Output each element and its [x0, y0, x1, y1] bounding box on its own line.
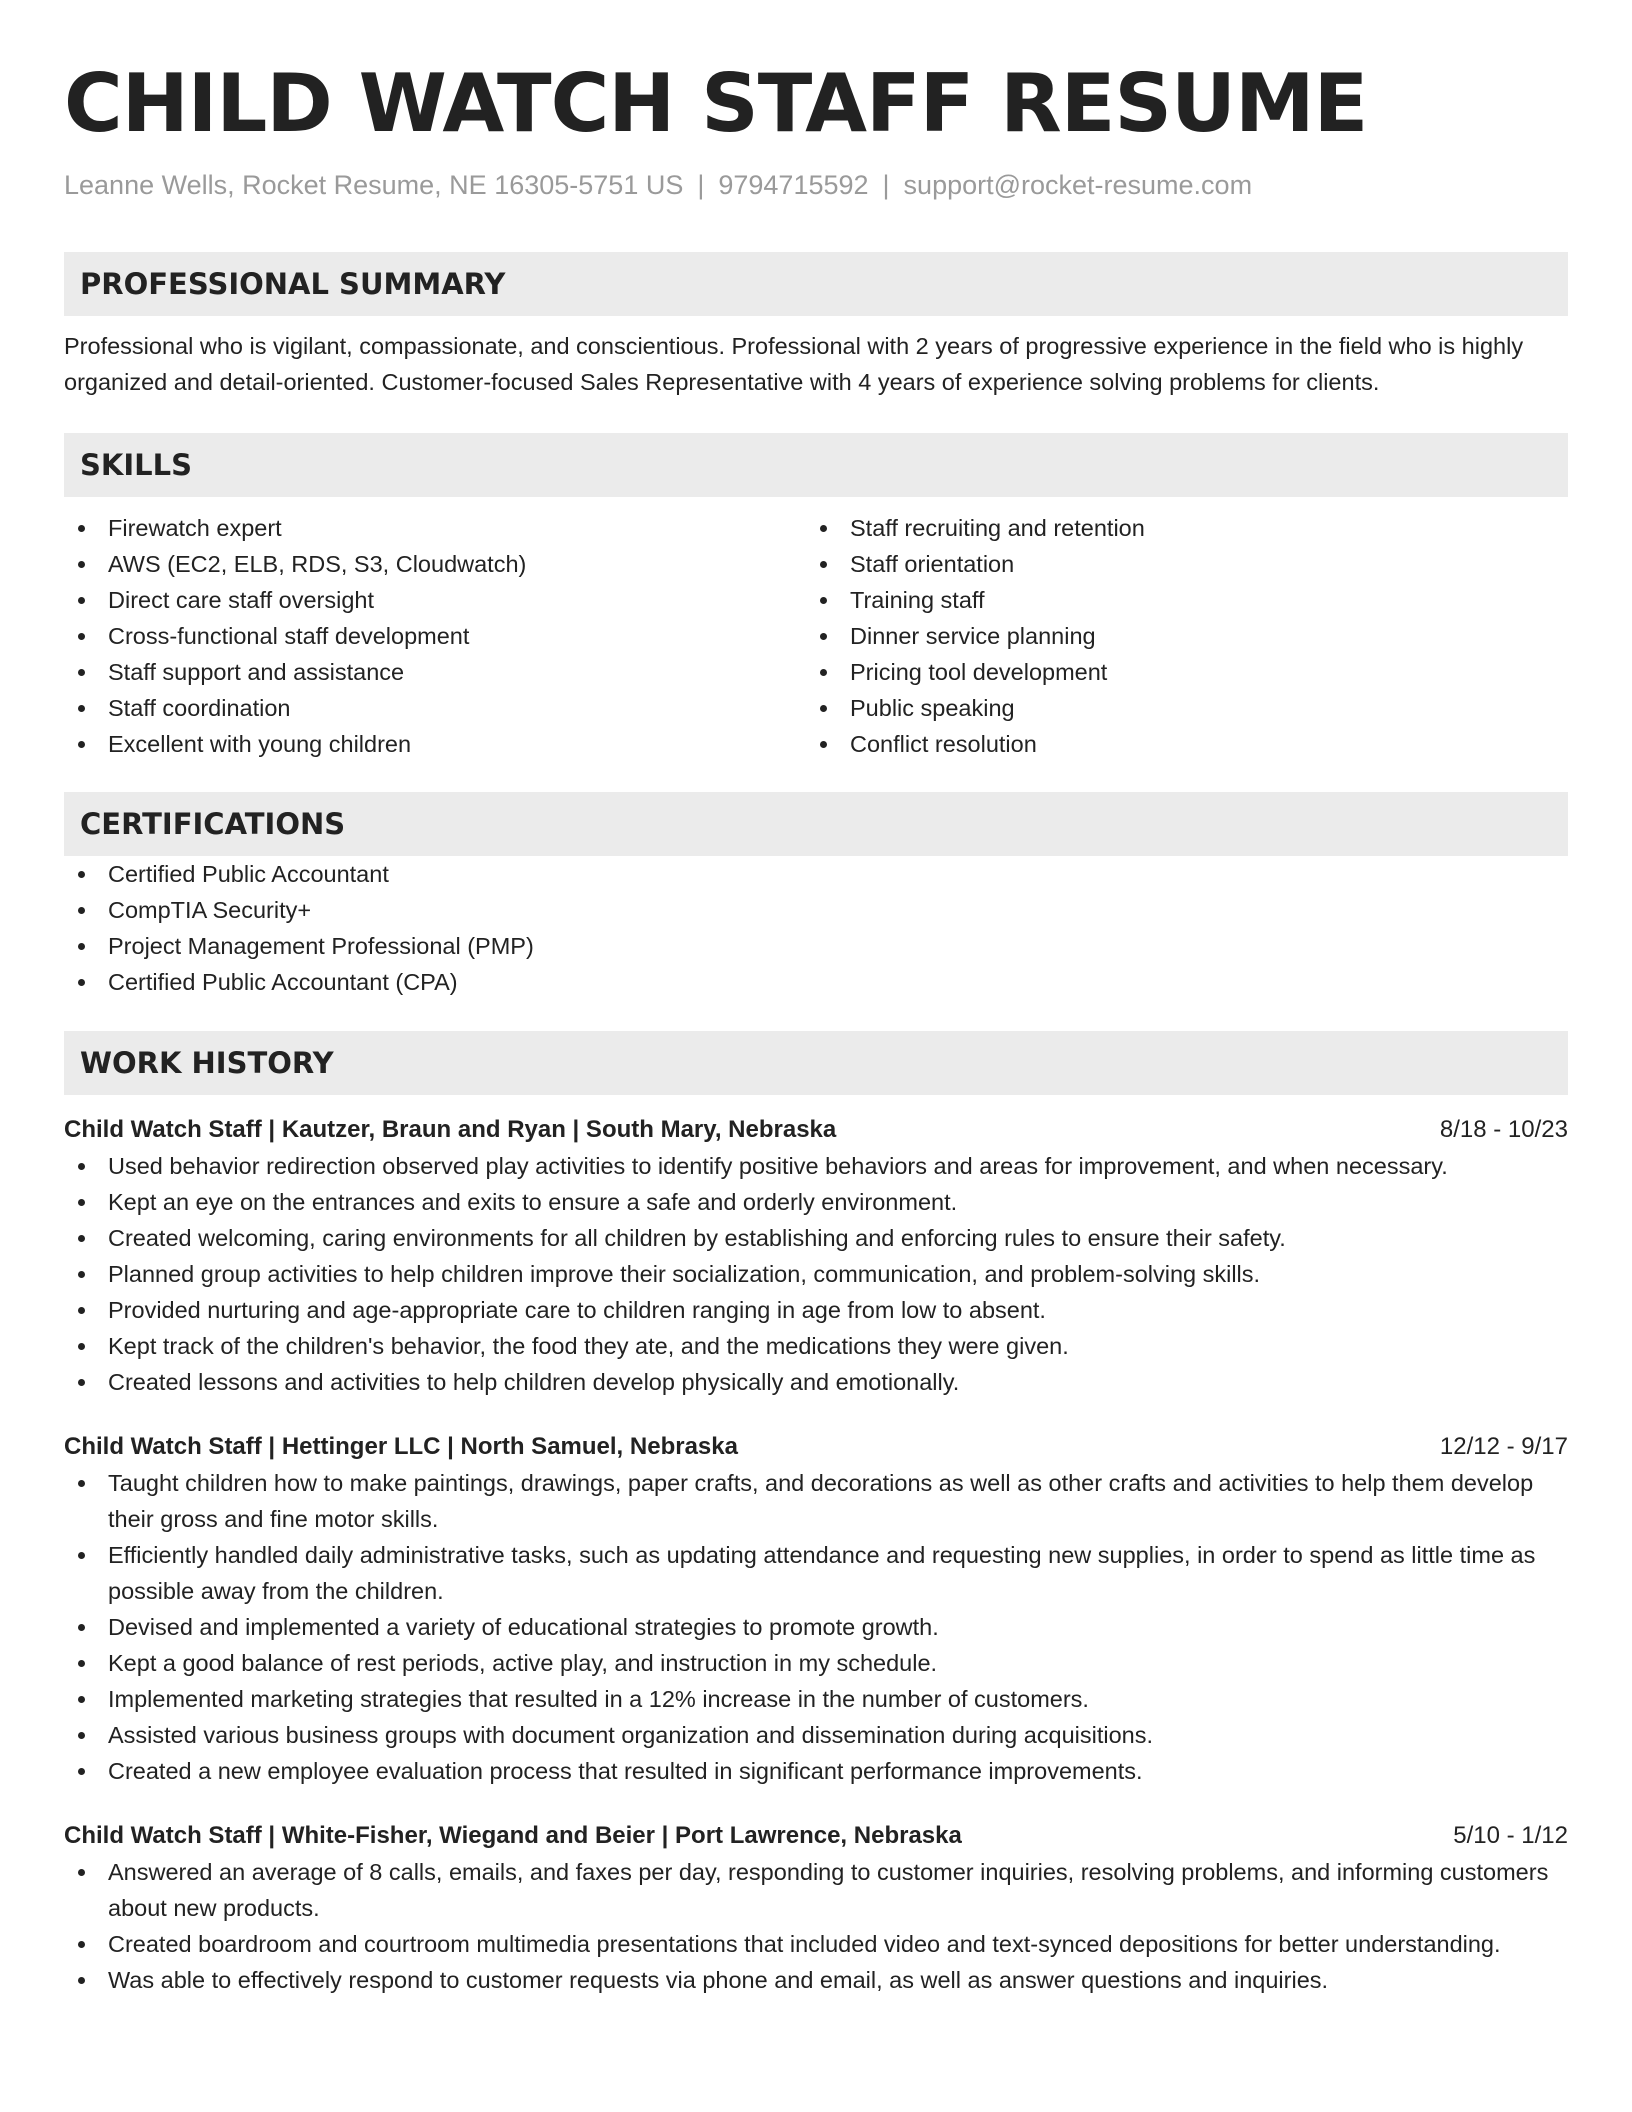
section-header-certifications: CERTIFICATIONS	[64, 792, 1568, 856]
skill-item: Firewatch expert	[64, 510, 806, 546]
skill-item: AWS (EC2, ELB, RDS, S3, Cloudwatch)	[64, 546, 806, 582]
job-bullet: Created boardroom and courtroom multimedia presentations that included video and text-synced depositions for better understanding.	[64, 1926, 1568, 1962]
skill-item: Staff support and assistance	[64, 654, 806, 690]
section-header-work-history: WORK HISTORY	[64, 1031, 1568, 1095]
section-header-summary: PROFESSIONAL SUMMARY	[64, 252, 1568, 316]
skill-item: Staff orientation	[806, 546, 1548, 582]
job-heading: Child Watch Staff | White-Fisher, Wiegand and Beier | Port Lawrence, Nebraska	[64, 1822, 962, 1849]
job-dates: 5/10 - 1/12	[1453, 1822, 1568, 1849]
certification-item: Certified Public Accountant (CPA)	[64, 964, 1568, 1000]
job-bullet: Was able to effectively respond to customer requests via phone and email, as well as answer questions and inquiries.	[64, 1962, 1568, 1998]
skills-list-left	[64, 510, 806, 762]
contact-separator: |	[882, 170, 890, 200]
job-bullet: Kept a good balance of rest periods, active play, and instruction in my schedule.	[64, 1645, 1568, 1681]
certifications-list	[64, 856, 1568, 1000]
job-bullet: Created lessons and activities to help children develop physically and emotionally.	[64, 1364, 1568, 1400]
skill-item: Cross-functional staff development	[64, 618, 806, 654]
job-bullet-list	[64, 1854, 1568, 1998]
job-bullet: Implemented marketing strategies that resulted in a 12% increase in the number of customers.	[64, 1681, 1568, 1717]
job-bullet-list	[64, 1465, 1568, 1789]
job-bullet: Efficiently handled daily administrative tasks, such as updating attendance and requesting new supplies, in order to spend as little time as possible away from the children.	[64, 1537, 1568, 1609]
job-bullet: Kept an eye on the entrances and exits to ensure a safe and orderly environment.	[64, 1184, 1568, 1220]
skill-item: Direct care staff oversight	[64, 582, 806, 618]
job-entry	[64, 1112, 1568, 1400]
certification-item: Certified Public Accountant	[64, 856, 1568, 892]
skill-item: Staff recruiting and retention	[806, 510, 1548, 546]
job-bullet: Answered an average of 8 calls, emails, and faxes per day, responding to customer inquiries, resolving problems, and informing customers about new products.	[64, 1854, 1568, 1926]
job-entry	[64, 1429, 1568, 1789]
contact-email: support@rocket-resume.com	[903, 170, 1253, 200]
job-dates: 12/12 - 9/17	[1439, 1433, 1568, 1460]
job-bullet: Assisted various business groups with document organization and dissemination during acquisitions.	[64, 1717, 1568, 1753]
skills-column-right	[806, 510, 1548, 762]
resume-page	[64, 0, 1568, 1998]
job-bullet-list	[64, 1148, 1568, 1400]
skills-column-left	[64, 510, 806, 762]
summary-text: Professional who is vigilant, compassionate, and conscientious. Professional with 2 years of progressive experience in the field who is highly organized and detail-oriented. Customer-focused Sales Representative with 4 years of experience solving problems for clients.	[64, 333, 1524, 395]
job-bullet: Provided nurturing and age-appropriate care to children ranging in age from low to absent.	[64, 1292, 1568, 1328]
job-bullet: Planned group activities to help children improve their socialization, communication, and problem-solving skills.	[64, 1256, 1568, 1292]
skill-item: Training staff	[806, 582, 1548, 618]
job-heading: Child Watch Staff | Kautzer, Braun and Ryan | South Mary, Nebraska	[64, 1116, 837, 1143]
contact-line	[64, 168, 1568, 202]
job-bullet: Kept track of the children's behavior, the food they ate, and the medications they were given.	[64, 1328, 1568, 1364]
contact-address: Leanne Wells, Rocket Resume, NE 16305-5751 US	[64, 170, 684, 200]
job-heading: Child Watch Staff | Hettinger LLC | North Samuel, Nebraska	[64, 1433, 738, 1460]
section-header-skills: SKILLS	[64, 433, 1568, 497]
job-heading-row	[64, 1429, 1568, 1465]
skill-item: Conflict resolution	[806, 726, 1548, 762]
skills-grid	[64, 510, 1568, 762]
certification-item: CompTIA Security+	[64, 892, 1568, 928]
job-bullet: Created welcoming, caring environments for all children by establishing and enforcing rules to ensure their safety.	[64, 1220, 1568, 1256]
job-bullet: Used behavior redirection observed play activities to identify positive behaviors and areas for improvement, and when necessary.	[64, 1148, 1568, 1184]
job-bullet: Taught children how to make paintings, drawings, paper crafts, and decorations as well as other crafts and activities to help them develop their gross and fine motor skills.	[64, 1465, 1568, 1537]
skill-item: Excellent with young children	[64, 726, 806, 762]
skill-item: Dinner service planning	[806, 618, 1548, 654]
contact-phone: 9794715592	[718, 170, 869, 200]
job-bullet: Created a new employee evaluation process that resulted in significant performance improvements.	[64, 1753, 1568, 1789]
resume-title: CHILD WATCH STAFF RESUME	[64, 57, 1368, 150]
contact-separator: |	[697, 170, 705, 200]
job-dates: 8/18 - 10/23	[1439, 1116, 1568, 1143]
skill-item: Staff coordination	[64, 690, 806, 726]
skills-list-right	[806, 510, 1548, 762]
skill-item: Public speaking	[806, 690, 1548, 726]
certification-item: Project Management Professional (PMP)	[64, 928, 1568, 964]
job-heading-row	[64, 1818, 1568, 1854]
skill-item: Pricing tool development	[806, 654, 1548, 690]
job-entry	[64, 1818, 1568, 1998]
job-heading-row	[64, 1112, 1568, 1148]
job-bullet: Devised and implemented a variety of educational strategies to promote growth.	[64, 1609, 1568, 1645]
